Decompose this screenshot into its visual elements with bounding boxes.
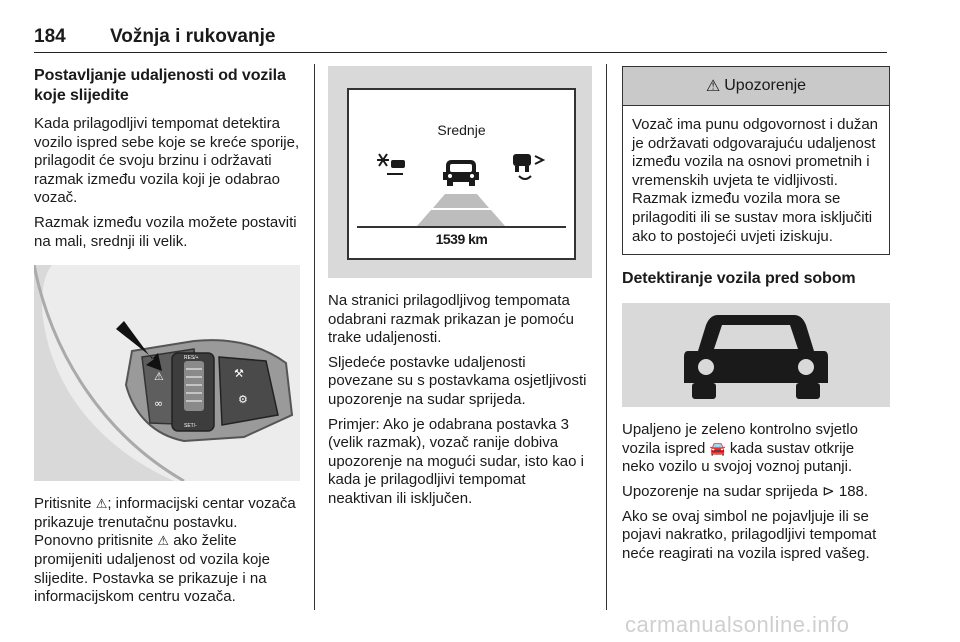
dic-screen (347, 88, 576, 260)
column-2 (328, 66, 592, 515)
res-label: RES/+ (184, 355, 199, 362)
vehicle-ahead-icon: 🚘 (709, 440, 726, 456)
page-header (34, 22, 887, 53)
column-3 (622, 66, 890, 569)
paragraph: Primjer: Ako je odabrana postavka 3 (velik razmak), vozač ranije dobiva upozorenje na mogući sudar, isto kao i kada je prilagodljivi tempomat neaktivan ili isključen. (328, 415, 584, 507)
vehicle-ahead-icon (622, 303, 890, 407)
paragraph: Upaljeno je zeleno kontrolno svjetlo vozila ispred 🚘 kada sustav otkrije neko vozilo u svojoj voznoj putanji. (622, 421, 858, 476)
paragraph: Sljedeće postavke udaljenosti povezane su s postavkama osjetljivosti upozorenje na sudar sprijeda. (328, 353, 587, 408)
svg-text:⚒: ⚒ (234, 367, 244, 381)
paragraph: Pritisnite ⚠; informacijski centar vozača prikazuje trenutačnu postavku. Ponovno pritisnite ⚠ ako želite promijeniti udaljenost od vozila koje slijedite. Postavka se prikazuje i na informacijskom centru vozača. (34, 495, 296, 606)
column-divider (606, 64, 607, 610)
page-ref-arrow-icon: ⊳ (822, 482, 835, 500)
warning-box (622, 66, 890, 255)
steering-wheel-controls-icon (34, 265, 300, 481)
distance-button-icon: ⚠ (95, 496, 108, 512)
warning-title: Upozorenje (724, 77, 807, 94)
set-label: SET/- (184, 423, 197, 430)
warning-icon: ⚠ (705, 78, 721, 95)
svg-text:∞: ∞ (154, 397, 164, 411)
column-1 (34, 66, 300, 613)
svg-text:⚠: ⚠ (154, 370, 164, 384)
warning-header (623, 67, 889, 106)
dic-separator (357, 226, 566, 228)
steering-wheel-figure (34, 265, 300, 481)
svg-text:⚙: ⚙ (238, 393, 248, 407)
page-number: 184 (34, 26, 66, 47)
section-heading: Detektiranje vozila pred sobom (622, 270, 856, 288)
driver-info-centre-figure (328, 66, 592, 278)
page-reference-link[interactable]: 188. (838, 482, 869, 500)
column-divider (314, 64, 315, 610)
distance-setting-label: Srednje (437, 122, 486, 138)
paragraph: Upozorenje na sudar sprijeda ⊳ 188. (622, 482, 869, 500)
collision-alert-icon (513, 154, 543, 179)
paragraph: Razmak između vozila možete postaviti na mali, srednji ili velik. (34, 213, 297, 250)
watermark: carmanualsonline.info (625, 612, 850, 637)
vehicle-ahead-figure (622, 303, 890, 407)
distance-setting-icon (377, 154, 405, 174)
running-title: Vožnja i rukovanje (110, 26, 276, 47)
warning-text: Vozač ima punu odgovornost i dužan je održavati odgovarajuću udaljenost između vozila na osnovi prometnih i vremenskih uvjeta te vidljivosti. Razmak između vozila mora se prilagoditi ili se sustav mora isključiti ako to postojeći uvjeti iziskuju. (632, 116, 878, 245)
section-heading: Postavljanje udaljenosti od vozila koje slijedite (34, 67, 286, 104)
warning-body (623, 106, 889, 254)
paragraph: Ako se ovaj simbol ne pojavljuje ili se pojavi nakratko, prilagodljivi tempomat neće reagirati na vozila ispred vašeg. (622, 507, 877, 562)
distance-button-icon: ⚠ (157, 533, 170, 549)
odometer-readout: 1539 km (435, 231, 488, 247)
paragraph: Kada prilagodljivi tempomat detektira vozilo ispred sebe koje se kreće sporije, prilagodit će svoju brzinu i održavati razmak između vozila koji je odabrao vozač. (34, 115, 300, 207)
paragraph: Na stranici prilagodljivog tempomata odabrani razmak prikazan je pomoću trake udaljenosti. (328, 292, 574, 347)
